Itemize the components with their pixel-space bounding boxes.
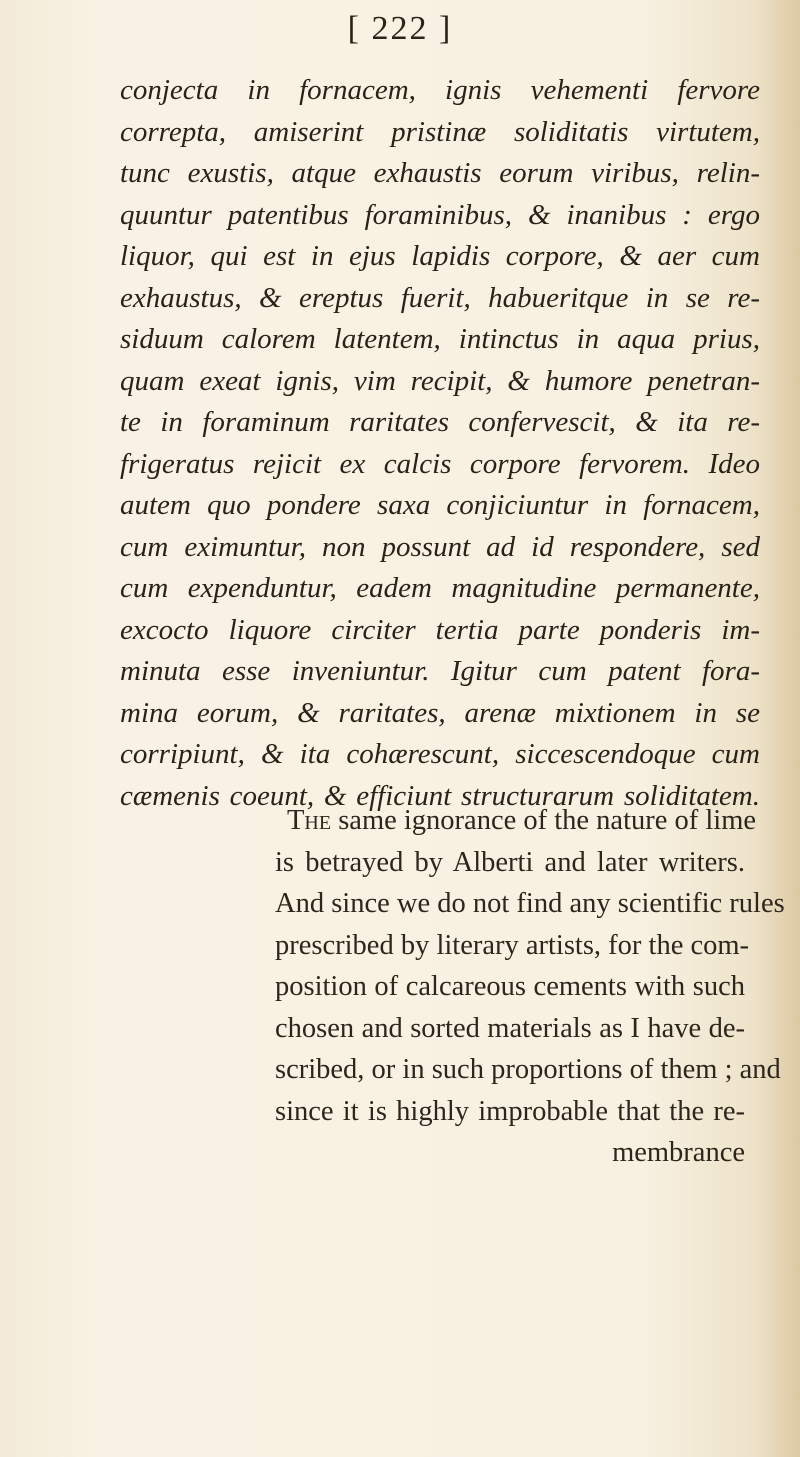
latin-line: tunc exustis, atque exhaustis eorum viribus, relin- [120, 157, 760, 189]
english-line: scribed, or in such proportions of them ; and [275, 1054, 781, 1085]
english-line: position of calcareous cements with such [275, 971, 745, 1002]
latin-paragraph [120, 70, 760, 817]
english-paragraph [275, 800, 785, 1174]
latin-line: corripiunt, & ita cohærescunt, siccescendoque cum [120, 738, 760, 770]
english-line: since it is highly improbable that the re- [275, 1095, 745, 1127]
latin-line: te in foraminum raritates confervescit, & ita re- [120, 406, 760, 438]
latin-line: cum expenduntur, eadem magnitudine permanente, [120, 572, 760, 604]
latin-line: frigeratus rejicit ex calcis corpore fervorem. Ideo [120, 447, 760, 480]
english-line: chosen and sorted materials as I have de- [275, 1012, 745, 1044]
latin-line: mina eorum, & raritates, arenæ mixtionem in se [120, 696, 760, 729]
latin-line: siduum calorem latentem, intinctus in aqua prius, [120, 323, 760, 355]
latin-line: quuntur patentibus foraminibus, & inanibus : ergo [120, 198, 760, 231]
lead-word: The [287, 805, 332, 836]
page-number-header: [ 222 ] [347, 10, 453, 47]
latin-line: cæmenis coeunt, & efficiunt structurarum soliditatem. [120, 779, 760, 812]
latin-line: quam exeat ignis, vim recipit, & humore penetran- [120, 364, 760, 397]
catchword: membrance [612, 1137, 745, 1168]
latin-line: autem quo pondere saxa conjiciuntur in fornacem, [120, 489, 760, 521]
english-line: prescribed by literary artists, for the com- [275, 929, 750, 961]
latin-line: cum eximuntur, non possunt ad id respondere, sed [120, 530, 760, 563]
latin-line: excocto liquore circiter tertia parte ponderis im- [120, 613, 760, 646]
english-line: And since we do not find any scientific rules [275, 888, 785, 919]
latin-line: liquor, qui est in ejus lapidis corpore, & aer cum [120, 240, 760, 272]
english-first-line-text: same ignorance of the nature of lime [331, 805, 757, 836]
latin-line: conjecta in fornacem, ignis vehementi fervore [120, 74, 760, 106]
english-line: is betrayed by Alberti and later writers. [275, 846, 745, 878]
latin-line: correpta, amiserint pristinæ soliditatis virtutem, [120, 115, 760, 148]
english-first-line [275, 800, 757, 842]
latin-line: exhaustus, & ereptus fuerit, habueritque in se re- [120, 281, 760, 314]
latin-line: minuta esse inveniuntur. Igitur cum patent fora- [120, 655, 760, 687]
